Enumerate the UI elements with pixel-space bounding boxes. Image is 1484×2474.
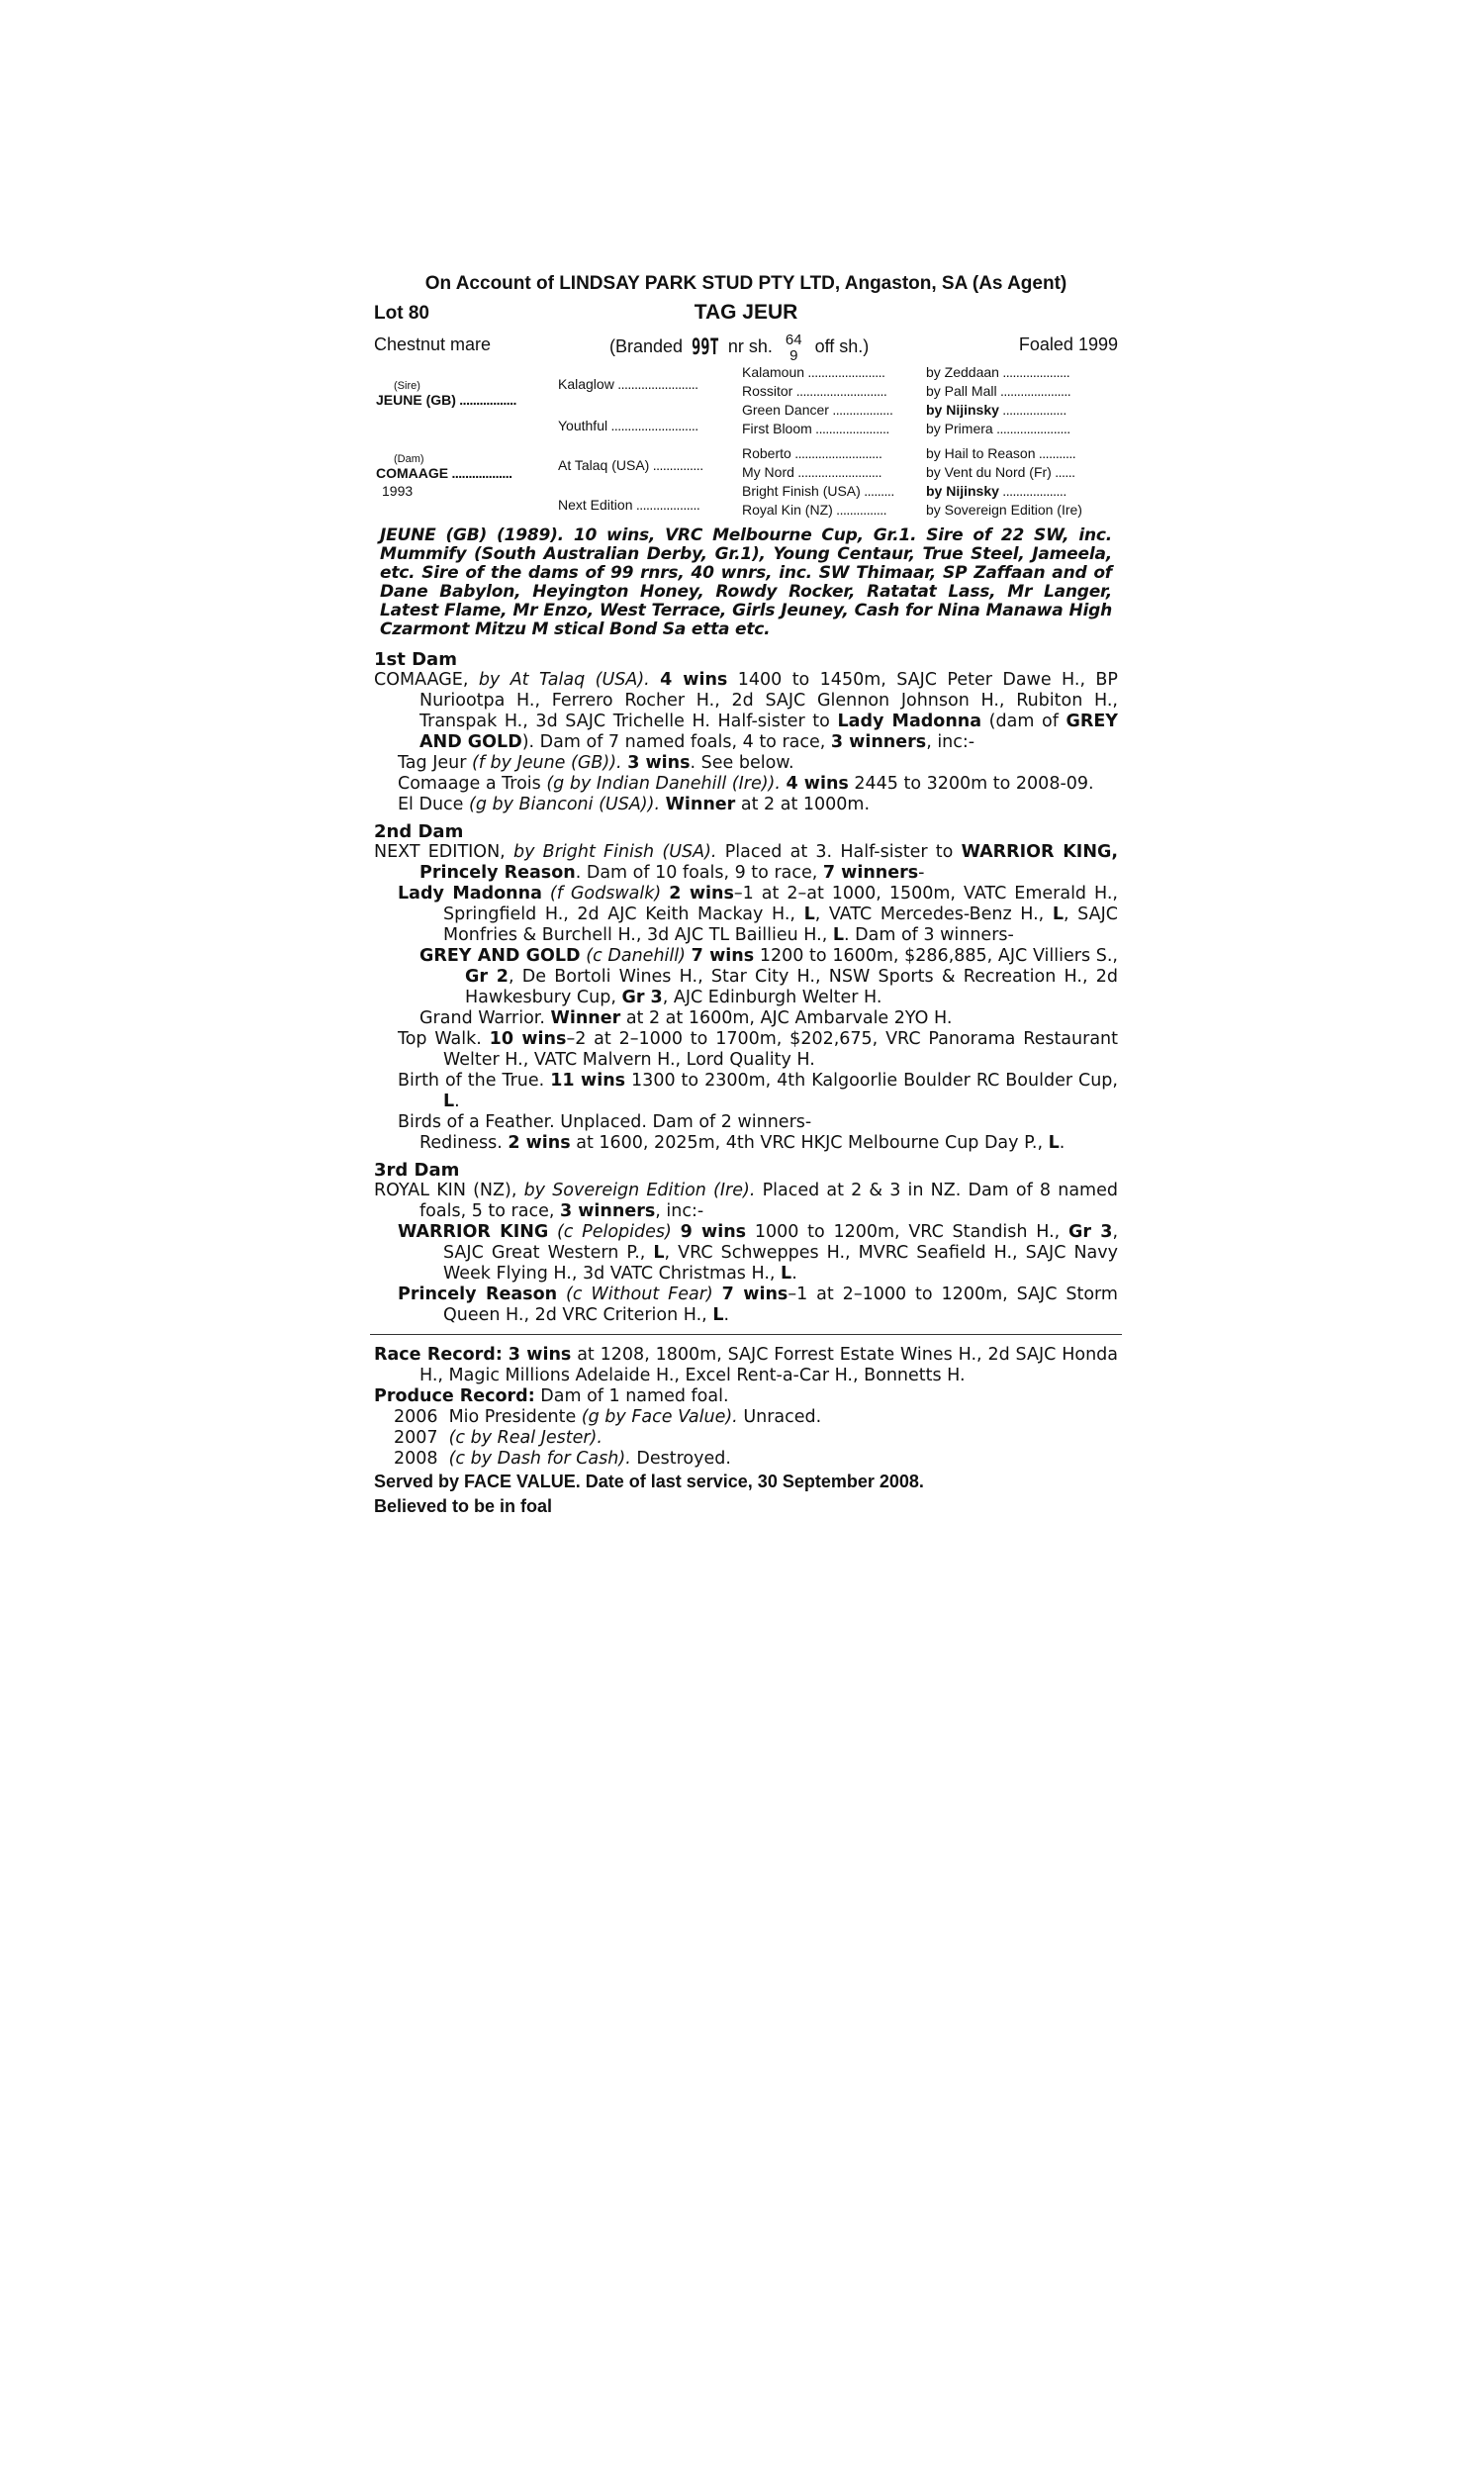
brand-off: off sh.) <box>814 336 870 356</box>
description-row <box>374 329 1118 362</box>
g3-my-nord: My Nord ......................... <box>742 464 882 480</box>
produce-row: 2008 (c by Dash for Cash). Destroyed. <box>394 1449 731 1469</box>
grand-warrior-entry: Grand Warrior. Winner at 2 at 1600m, AJC Ambarvale 2YO H. <box>419 1008 953 1028</box>
g4-vent-du-nord: by Vent du Nord (Fr) ...... <box>926 464 1075 480</box>
birds-of-a-feather-entry: Birds of a Feather. Unplaced. Dam of 2 winners- <box>398 1112 812 1132</box>
color-sex: Chestnut mare <box>374 334 492 354</box>
sire-role: (Sire) <box>394 380 420 392</box>
first-dam-heading: 1st Dam <box>374 649 457 670</box>
third-dam-heading: 3rd Dam <box>374 1160 460 1181</box>
g4-pall-mall: by Pall Mall ..................... <box>926 383 1071 399</box>
brand-den: 9 <box>789 347 798 364</box>
produce-row: 2006 Mio Presidente (g by Face Value). Unraced. <box>394 1407 822 1427</box>
g4-nijinsky-1: by Nijinsky ................... <box>926 402 1067 418</box>
lot-row <box>374 301 1118 329</box>
brand-info <box>609 333 869 364</box>
grey-and-gold-entry: GREY AND GOLD (c Danehill) 7 wins 1200 to 1600m, $286,885, AJC Villiers S., Gr 2, De Bortoli Wines H., Star City H., NSW Sports & Recreation H., 2d Hawkesbury Cup, Gr 3, AJC Edinburgh Welter H. <box>419 946 1118 1007</box>
dam-role: (Dam) <box>394 453 424 465</box>
horse-name: TAG JEUR <box>694 301 798 324</box>
second-dam-heading: 2nd Dam <box>374 821 464 842</box>
g4-nijinsky-2: by Nijinsky ................... <box>926 483 1067 499</box>
brand-prefix: (Branded <box>609 336 684 356</box>
next-edition-entry: NEXT EDITION, by Bright Finish (USA). Placed at 3. Half-sister to WARRIOR KING, Princely Reason. Dam of 10 foals, 9 to race, 7 winners- <box>374 842 1118 883</box>
royal-kin-entry: ROYAL KIN (NZ), by Sovereign Edition (Ire). Placed at 2 & 3 in NZ. Dam of 8 named foals, 5 to race, 3 winners, inc:- <box>374 1181 1118 1221</box>
dam-name: COMAAGE .................. <box>376 465 512 481</box>
comaage-entry: COMAAGE, by At Talaq (USA). 4 wins 1400 to 1450m, SAJC Peter Dawe H., BP Nuriootpa H., Ferrero Rocher H., 2d SAJC Glennon Johnson H., Rubiton H., Transpak H., 3d SAJC Trichelle H. Half-sister to Lady Madonna (dam of GREY AND GOLD). Dam of 7 named foals, 4 to race, 3 winners, inc:- <box>374 670 1118 752</box>
g2-kalaglow: Kalaglow ........................ <box>558 376 698 392</box>
tag-jeur-entry: Tag Jeur (f by Jeune (GB)). 3 wins. See below. <box>398 753 794 773</box>
sire-name: JEUNE (GB) ................. <box>376 392 516 408</box>
g4-primera: by Primera ...................... <box>926 421 1070 436</box>
lady-madonna-entry: Lady Madonna (f Godswalk) 2 wins–1 at 2–at 1000, 1500m, VATC Emerald H., Springfield H., 2d AJC Keith Mackay H., L, VATC Mercedes-Benz H., L, SAJC Monfries & Burchell H., 3d AJC TL Baillieu H., L. Dam of 3 winners- <box>398 884 1118 945</box>
section-divider <box>370 1334 1122 1335</box>
birth-of-the-true-entry: Birth of the True. 11 wins 1300 to 2300m, 4th Kalgoorlie Boulder RC Boulder Cup, L. <box>398 1071 1118 1111</box>
g4-zeddaan: by Zeddaan .................... <box>926 364 1070 380</box>
produce-row: 2007 (c by Real Jester). <box>394 1428 603 1448</box>
race-record: Race Record: 3 wins at 1208, 1800m, SAJC Forrest Estate Wines H., 2d SAJC Honda H., Magic Millions Adelaide H., Excel Rent-a-Car H., Bonnetts H. <box>374 1345 1119 1385</box>
sire-summary: JEUNE (GB) (1989). 10 wins, VRC Melbourne Cup, Gr.1. Sire of 22 SW, inc. Mummify (South Australian Derby, Gr.1), Young Centaur, True Steel, Jameela, etc. Sire of the dams of 99 rnrs, 40 wnrs, inc. SW Thimaar, SP Zaffaan and of Dane Babylon, Heyington Honey, Rowdy Rocker, Ratatat Lass, Mr Langer, Latest Flame, Mr Enzo, West Terrace, Girls Jeuney, Cash for Nina Manawa High Czarmont Mitzu M stical Bond Sa etta etc. <box>380 525 1112 639</box>
comaage-a-trois-entry: Comaage a Trois (g by Indian Danehill (Ire)). 4 wins 2445 to 3200m to 2008-09. <box>398 774 1094 794</box>
brand-num: 64 <box>785 332 802 348</box>
g2-next-edition: Next Edition ................... <box>558 497 700 513</box>
g3-kalamoun: Kalamoun ....................... <box>742 364 885 380</box>
brand-mark: 99T <box>692 335 719 360</box>
vendor-line: On Account of LINDSAY PARK STUD PTY LTD, Angaston, SA (As Agent) <box>424 273 1067 294</box>
g2-youthful: Youthful .......................... <box>558 418 698 433</box>
g4-hail-to-reason: by Hail to Reason ........... <box>926 445 1076 461</box>
rediness-entry: Rediness. 2 wins at 1600, 2025m, 4th VRC HKJC Melbourne Cup Day P., L. <box>419 1133 1066 1153</box>
g3-royal-kin: Royal Kin (NZ) ............... <box>742 502 887 518</box>
brand-near: nr sh. <box>727 336 773 356</box>
pedigree-table <box>374 362 1118 519</box>
warrior-king-entry: WARRIOR KING (c Pelopides) 9 wins 1000 to 1200m, VRC Standish H., Gr 3, SAJC Great Western P., L, VRC Schweppes H., MVRC Seafield H., SAJC Navy Week Flying H., 3d VATC Christmas H., L. <box>398 1222 1119 1284</box>
foaled-year: Foaled 1999 <box>1018 334 1118 354</box>
g2-at-talaq: At Talaq (USA) ............... <box>558 457 703 473</box>
g3-bright-finish: Bright Finish (USA) ......... <box>742 483 894 499</box>
catalogue-page <box>374 273 1118 1519</box>
served-by: Served by FACE VALUE. Date of last service, 30 September 2008. <box>374 1472 924 1491</box>
g3-rossitor: Rossitor ........................... <box>742 383 887 399</box>
g3-first-bloom: First Bloom ...................... <box>742 421 889 436</box>
in-foal-status: Believed to be in foal <box>374 1496 553 1516</box>
top-walk-entry: Top Walk. 10 wins–2 at 2–1000 to 1700m, $202,675, VRC Panorama Restaurant Welter H., VATC Malvern H., Lord Quality H. <box>398 1029 1118 1070</box>
brand-fraction <box>786 333 802 364</box>
g4-sovereign-edition: by Sovereign Edition (Ire) <box>926 502 1082 518</box>
lot-number: Lot 80 <box>374 303 429 324</box>
g3-green-dancer: Green Dancer .................. <box>742 402 893 418</box>
g3-roberto: Roberto .......................... <box>742 445 882 461</box>
princely-reason-entry: Princely Reason (c Without Fear) 7 wins–1 at 2–1000 to 1200m, SAJC Storm Queen H., 2d VRC Criterion H., L. <box>398 1285 1118 1325</box>
dam-year: 1993 <box>382 483 414 499</box>
produce-record: Produce Record: Dam of 1 named foal. <box>374 1386 729 1406</box>
el-duce-entry: El Duce (g by Bianconi (USA)). Winner at 2 at 1000m. <box>398 795 871 814</box>
